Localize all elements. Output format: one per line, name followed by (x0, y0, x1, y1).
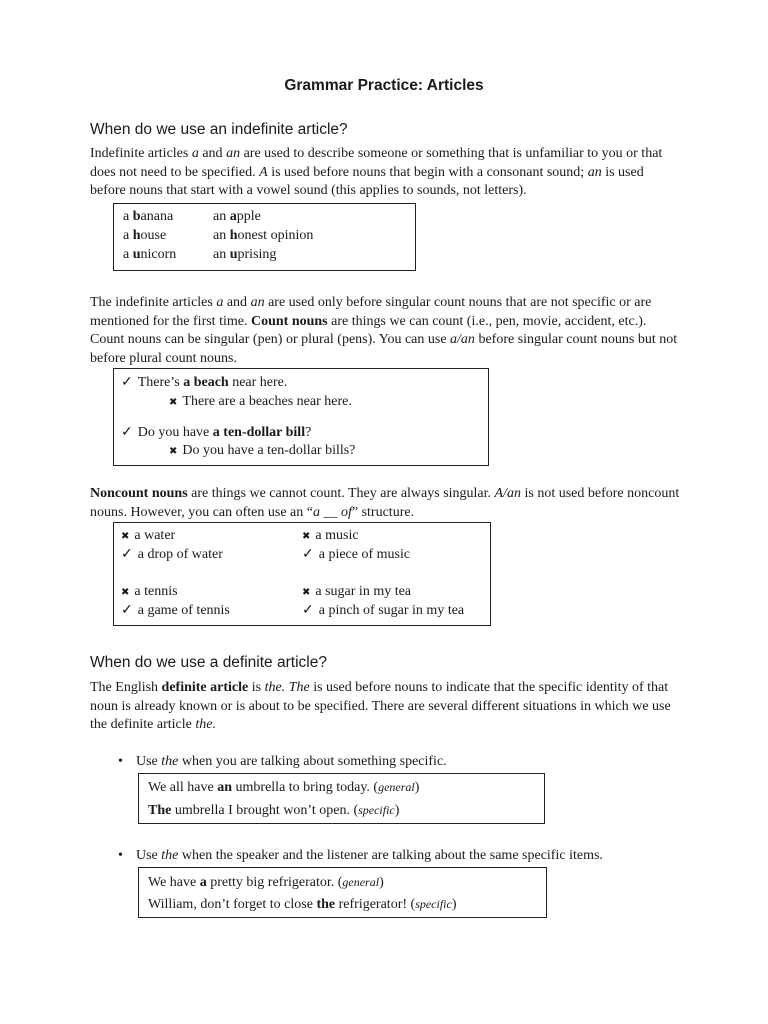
paragraph-noncount-nouns: Noncount nouns are things we cannot count. They are always singular. A/an is not used before noncount nouns. However, you can often use an “a __ of” structure. (90, 486, 680, 520)
paragraph-indefinite-intro: Indefinite articles a and an are used to describe someone or something that is unfamiliar to you or that does not need to be specified. A is used before nouns that begin with a consonant sound; an is used before nouns that start with a vowel sound (this applies to sounds, not letters). (90, 146, 663, 198)
specific-example-box (138, 773, 545, 824)
bullet-icon (118, 754, 123, 770)
example-sentence: We have a pretty big refrigerator. (general) (148, 875, 384, 890)
same-items-example-box (138, 867, 547, 918)
bullet-text: Use the when you are talking about something specific. (136, 754, 447, 769)
correct-example: ✓ a piece of music (302, 546, 410, 564)
bullet-item (118, 754, 678, 772)
example-right: an apple (213, 209, 261, 224)
noncount-examples-box (113, 522, 491, 626)
correct-example: ✓ a game of tennis (121, 602, 230, 620)
example-left: a banana (123, 209, 174, 224)
example-sentence: William, don’t forget to close the refrigerator! (specific) (148, 897, 457, 912)
incorrect-example: ✖ a tennis (121, 583, 178, 602)
section-heading-definite: When do we use a definite article? (90, 654, 327, 671)
incorrect-example: ✖ There are a beaches near here. (169, 393, 352, 412)
incorrect-example: ✖ a water (121, 527, 175, 546)
incorrect-example: ✖ a sugar in my tea (302, 583, 411, 602)
example-sentence: The umbrella I brought won’t open. (specific) (148, 803, 400, 818)
example-right: an honest opinion (213, 228, 314, 243)
correct-example: ✓ a pinch of sugar in my tea (302, 602, 464, 620)
incorrect-example: ✖ Do you have a ten-dollar bills? (169, 442, 355, 461)
section-heading-indefinite: When do we use an indefinite article? (90, 121, 348, 138)
incorrect-example: ✖ a music (302, 527, 359, 546)
example-left: a house (123, 228, 167, 243)
example-left: a unicorn (123, 247, 177, 262)
example-right: an uprising (213, 247, 277, 262)
example-sentence: We all have an umbrella to bring today. (general) (148, 780, 420, 795)
bullet-item (118, 848, 678, 866)
bullet-icon (118, 848, 123, 864)
paragraph-count-nouns: The indefinite articles a and an are used only before singular count nouns that are not specific or are mentioned for the first time. Count nouns are things we can count (i.e., pen, movie, accident, etc.). Count nouns can be singular (pen) or plural (pens). You can use a/an before singular count nouns but not before plural count nouns. (90, 295, 678, 366)
correct-example: ✓ a drop of water (121, 546, 223, 564)
paragraph-definite-intro: The English definite article is the. The is used before nouns to indicate that the specific identity of that noun is already known or is about to be specified. There are several different situations in which we use the definite article the. (90, 680, 671, 732)
examples-box-a-an (113, 203, 416, 271)
bullet-text: Use the when the speaker and the listener are talking about the same specific items. (136, 848, 603, 863)
correct-example: ✓ Do you have a ten-dollar bill? (121, 424, 311, 442)
correct-example: ✓ There’s a beach near here. (121, 374, 287, 392)
count-examples-box (113, 368, 489, 466)
page-title: Grammar Practice: Articles (284, 77, 484, 94)
